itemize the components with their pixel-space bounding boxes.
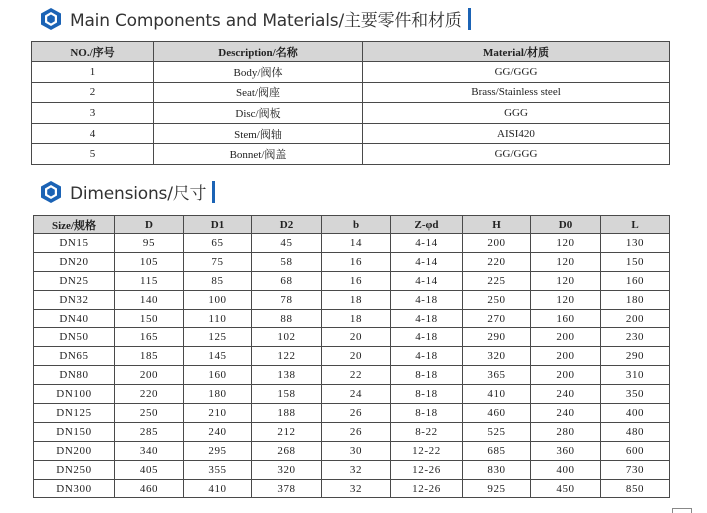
table-cell: 250 — [115, 404, 184, 423]
table-cell: 450 — [531, 479, 601, 498]
table-cell: 210 — [184, 404, 252, 423]
dimension-row — [34, 441, 670, 460]
table-cell: Seat/阀座 — [154, 82, 363, 103]
dimension-row — [34, 479, 670, 498]
dimension-row — [34, 422, 670, 441]
table-cell: 405 — [115, 460, 184, 479]
table-cell: 188 — [252, 404, 322, 423]
table-cell: DN100 — [34, 385, 115, 404]
table-cell: GG/GGG — [363, 144, 670, 165]
table-cell: Disc/阀板 — [154, 103, 363, 124]
column-header: Description/名称 — [154, 42, 363, 62]
table-cell: 122 — [252, 347, 322, 366]
component-row — [32, 123, 670, 144]
table-cell: 120 — [531, 271, 601, 290]
table-cell: 320 — [463, 347, 531, 366]
table-cell: 225 — [463, 271, 531, 290]
table-cell: 58 — [252, 252, 322, 271]
table-cell: 45 — [252, 234, 322, 253]
table-cell: DN150 — [34, 422, 115, 441]
table-cell: 78 — [252, 290, 322, 309]
hexagon-icon — [40, 7, 62, 31]
table-cell: 185 — [115, 347, 184, 366]
section-title-components — [40, 6, 471, 31]
table-cell: 1 — [32, 62, 154, 83]
table-cell: 150 — [115, 309, 184, 328]
table-cell: 8-22 — [391, 422, 463, 441]
table-cell: 400 — [531, 460, 601, 479]
component-row — [32, 62, 670, 83]
table-cell: 180 — [184, 385, 252, 404]
table-cell: 240 — [531, 385, 601, 404]
table-cell: Brass/Stainless steel — [363, 82, 670, 103]
table-cell: DN200 — [34, 441, 115, 460]
table-cell: 125 — [184, 328, 252, 347]
column-header: D1 — [184, 216, 252, 234]
table-cell: 310 — [601, 366, 670, 385]
dimension-row — [34, 271, 670, 290]
table-cell: 130 — [601, 234, 670, 253]
table-cell: DN40 — [34, 309, 115, 328]
table-cell: 460 — [463, 404, 531, 423]
table-cell: 4-14 — [391, 271, 463, 290]
table-cell: 20 — [322, 347, 391, 366]
table-cell: 32 — [322, 460, 391, 479]
table-cell: 365 — [463, 366, 531, 385]
table-cell: 220 — [115, 385, 184, 404]
table-cell: 12-26 — [391, 479, 463, 498]
table-cell: 200 — [115, 366, 184, 385]
title-accent-bar — [468, 8, 471, 30]
hexagon-icon — [40, 180, 62, 204]
column-header: b — [322, 216, 391, 234]
table-cell: 22 — [322, 366, 391, 385]
table-cell: 26 — [322, 404, 391, 423]
table-cell: 26 — [322, 422, 391, 441]
section-title-text: Dimensions/尺寸 — [70, 184, 207, 204]
table-cell: 8-18 — [391, 366, 463, 385]
table-cell: 12-26 — [391, 460, 463, 479]
table-cell: DN20 — [34, 252, 115, 271]
table-cell: 18 — [322, 309, 391, 328]
table-cell: 268 — [252, 441, 322, 460]
table-cell: 110 — [184, 309, 252, 328]
column-header: Size/规格 — [34, 216, 115, 234]
table-cell: 830 — [463, 460, 531, 479]
table-cell: 160 — [601, 271, 670, 290]
table-cell: 4-14 — [391, 234, 463, 253]
table-cell: 14 — [322, 234, 391, 253]
table-cell: 115 — [115, 271, 184, 290]
table-cell: 16 — [322, 252, 391, 271]
table-cell: 290 — [601, 347, 670, 366]
table-cell: 200 — [463, 234, 531, 253]
table-cell: Body/阀体 — [154, 62, 363, 83]
table-cell: 378 — [252, 479, 322, 498]
table-cell: 85 — [184, 271, 252, 290]
table-cell: 3 — [32, 103, 154, 124]
table-cell: 4-14 — [391, 252, 463, 271]
dimension-row — [34, 252, 670, 271]
table-cell: 24 — [322, 385, 391, 404]
dimension-row — [34, 234, 670, 253]
table-cell: DN80 — [34, 366, 115, 385]
corner-mark — [672, 508, 692, 513]
title-accent-bar — [212, 181, 215, 203]
table-cell: 8-18 — [391, 404, 463, 423]
table-cell: DN300 — [34, 479, 115, 498]
table-cell: 30 — [322, 441, 391, 460]
table-cell: 120 — [531, 290, 601, 309]
table-cell: DN15 — [34, 234, 115, 253]
section-title-text: Main Components and Materials/主要零件和材质 — [70, 11, 462, 31]
table-cell: 165 — [115, 328, 184, 347]
dimensions-table — [33, 215, 670, 498]
dimension-row — [34, 366, 670, 385]
components-table — [31, 41, 670, 165]
table-cell: 4-18 — [391, 290, 463, 309]
table-cell: 88 — [252, 309, 322, 328]
table-cell: 230 — [601, 328, 670, 347]
component-row — [32, 144, 670, 165]
table-cell: 340 — [115, 441, 184, 460]
table-cell: GGG — [363, 103, 670, 124]
table-cell: DN32 — [34, 290, 115, 309]
table-cell: 75 — [184, 252, 252, 271]
table-cell: 200 — [531, 328, 601, 347]
table-cell: 480 — [601, 422, 670, 441]
table-cell: 290 — [463, 328, 531, 347]
table-cell: 320 — [252, 460, 322, 479]
column-header: D2 — [252, 216, 322, 234]
table-cell: 4-18 — [391, 309, 463, 328]
dimension-row — [34, 309, 670, 328]
column-header: D — [115, 216, 184, 234]
table-cell: 212 — [252, 422, 322, 441]
table-cell: 355 — [184, 460, 252, 479]
table-cell: 730 — [601, 460, 670, 479]
component-row — [32, 82, 670, 103]
table-cell: DN65 — [34, 347, 115, 366]
dimension-row — [34, 347, 670, 366]
table-cell: 20 — [322, 328, 391, 347]
table-cell: 120 — [531, 234, 601, 253]
table-cell: 68 — [252, 271, 322, 290]
table-cell: 4 — [32, 123, 154, 144]
table-cell: 410 — [463, 385, 531, 404]
component-row — [32, 103, 670, 124]
table-cell: 295 — [184, 441, 252, 460]
section-title-dimensions — [40, 179, 215, 204]
table-cell: 240 — [531, 404, 601, 423]
table-cell: 240 — [184, 422, 252, 441]
table-cell: Stem/阀轴 — [154, 123, 363, 144]
table-cell: DN125 — [34, 404, 115, 423]
table-cell: 285 — [115, 422, 184, 441]
table-cell: 250 — [463, 290, 531, 309]
table-cell: 925 — [463, 479, 531, 498]
table-cell: GG/GGG — [363, 62, 670, 83]
table-cell: 5 — [32, 144, 154, 165]
column-header: Z-φd — [391, 216, 463, 234]
column-header: L — [601, 216, 670, 234]
table-cell: 360 — [531, 441, 601, 460]
table-cell: 850 — [601, 479, 670, 498]
table-cell: 140 — [115, 290, 184, 309]
column-header: H — [463, 216, 531, 234]
table-cell: AISI420 — [363, 123, 670, 144]
table-cell: 460 — [115, 479, 184, 498]
table-cell: 100 — [184, 290, 252, 309]
table-cell: 400 — [601, 404, 670, 423]
table-cell: 600 — [601, 441, 670, 460]
table-cell: DN50 — [34, 328, 115, 347]
table-cell: 65 — [184, 234, 252, 253]
table-cell: 270 — [463, 309, 531, 328]
table-cell: 280 — [531, 422, 601, 441]
dimension-row — [34, 385, 670, 404]
table-cell: 4-18 — [391, 347, 463, 366]
dimension-row — [34, 404, 670, 423]
table-cell: 105 — [115, 252, 184, 271]
table-cell: 410 — [184, 479, 252, 498]
dimension-row — [34, 328, 670, 347]
table-cell: 12-22 — [391, 441, 463, 460]
table-cell: 160 — [531, 309, 601, 328]
table-cell: 200 — [531, 347, 601, 366]
table-cell: 4-18 — [391, 328, 463, 347]
table-cell: 525 — [463, 422, 531, 441]
table-cell: 180 — [601, 290, 670, 309]
table-cell: 120 — [531, 252, 601, 271]
table-cell: 220 — [463, 252, 531, 271]
table-cell: 160 — [184, 366, 252, 385]
column-header: D0 — [531, 216, 601, 234]
table-cell: DN250 — [34, 460, 115, 479]
table-cell: 200 — [531, 366, 601, 385]
table-cell: 8-18 — [391, 385, 463, 404]
table-cell: 102 — [252, 328, 322, 347]
dimension-row — [34, 460, 670, 479]
table-cell: 145 — [184, 347, 252, 366]
table-cell: 685 — [463, 441, 531, 460]
column-header: Material/材质 — [363, 42, 670, 62]
dimension-row — [34, 290, 670, 309]
table-cell: 32 — [322, 479, 391, 498]
table-cell: DN25 — [34, 271, 115, 290]
table-cell: 2 — [32, 82, 154, 103]
table-cell: 150 — [601, 252, 670, 271]
table-cell: 16 — [322, 271, 391, 290]
table-cell: 18 — [322, 290, 391, 309]
table-cell: 350 — [601, 385, 670, 404]
table-cell: 158 — [252, 385, 322, 404]
table-cell: Bonnet/阀盖 — [154, 144, 363, 165]
table-cell: 138 — [252, 366, 322, 385]
column-header: NO./序号 — [32, 42, 154, 62]
table-cell: 200 — [601, 309, 670, 328]
table-cell: 95 — [115, 234, 184, 253]
